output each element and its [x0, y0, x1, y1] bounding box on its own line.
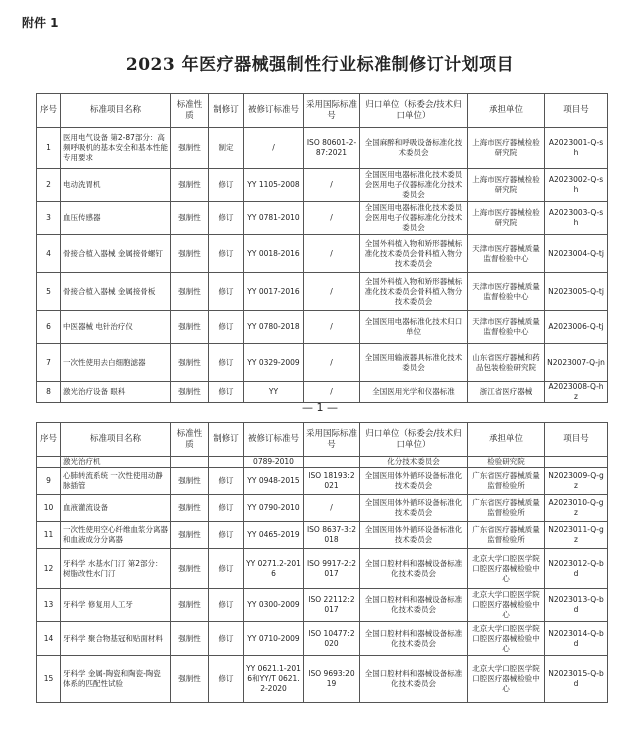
intl-standard-cell: / — [304, 311, 360, 344]
governing-unit-cell: 全国医用体外循环设备标准化技术委员会 — [360, 495, 468, 522]
revised-standard-cell: YY 0948-2015 — [244, 468, 304, 495]
seq-cell: 12 — [37, 549, 61, 589]
seq-cell: 3 — [37, 202, 61, 235]
intl-standard-cell: ISO 80601-2-87:2021 — [304, 128, 360, 169]
project-no-cell: A2023008-Q-hz — [545, 382, 608, 403]
seq-cell: 13 — [37, 589, 61, 622]
seq-cell: 14 — [37, 622, 61, 656]
revision-type-cell: 修订 — [209, 522, 244, 549]
table-row — [37, 382, 608, 403]
revised-standard-cell: YY 0465-2019 — [244, 522, 304, 549]
undertaking-unit-cell: 上海市医疗器械检验研究院 — [468, 169, 545, 202]
undertaking-unit-cell: 上海市医疗器械检验研究院 — [468, 202, 545, 235]
intl-standard-cell: / — [304, 235, 360, 273]
project-no-cell — [545, 457, 608, 468]
revision-type-cell: 修订 — [209, 169, 244, 202]
undertaking-unit-cell: 检验研究院 — [468, 457, 545, 468]
item-name-cell: 电动洗胃机 — [61, 169, 171, 202]
header-seq: 序号 — [37, 423, 61, 457]
project-no-cell: A2023006-Q-tj — [545, 311, 608, 344]
undertaking-unit-cell: 北京大学口腔医学院口腔医疗器械检验中心 — [468, 589, 545, 622]
governing-unit-cell: 全国口腔材料和器械设备标准化技术委员会 — [360, 589, 468, 622]
nature-cell: 强制性 — [171, 128, 209, 169]
project-no-cell: N2023011-Q-gz — [545, 522, 608, 549]
item-name-cell: 牙科学 聚合物基冠和贴面材料 — [61, 622, 171, 656]
nature-cell: 强制性 — [171, 382, 209, 403]
project-no-cell: N2023015-Q-bd — [545, 656, 608, 703]
item-name-cell: 激光治疗机 — [61, 457, 171, 468]
intl-standard-cell — [304, 457, 360, 468]
item-name-cell: 医用电气设备 第2-87部分：高频呼吸机的基本安全和基本性能专用要求 — [61, 128, 171, 169]
table-row — [37, 235, 608, 273]
nature-cell: 强制性 — [171, 495, 209, 522]
project-no-cell: N2023005-Q-tj — [545, 273, 608, 311]
revision-type-cell: 修订 — [209, 549, 244, 589]
nature-cell: 强制性 — [171, 235, 209, 273]
revision-type-cell: 修订 — [209, 344, 244, 382]
table-row — [37, 549, 608, 589]
revised-standard-cell: YY 0710-2009 — [244, 622, 304, 656]
governing-unit-cell: 全国医用体外循环设备标准化技术委员会 — [360, 522, 468, 549]
table-row — [37, 656, 608, 703]
nature-cell: 强制性 — [171, 468, 209, 495]
attachment-label: 附件 1 — [22, 16, 59, 30]
nature-cell: 强制性 — [171, 344, 209, 382]
table-row — [37, 344, 608, 382]
table-row — [37, 495, 608, 522]
governing-unit-cell: 全国口腔材料和器械设备标准化技术委员会 — [360, 622, 468, 656]
revision-type-cell: 修订 — [209, 495, 244, 522]
governing-unit-cell: 全国医用电器标准化技术归口单位 — [360, 311, 468, 344]
project-no-cell: N2023014-Q-bd — [545, 622, 608, 656]
governing-unit-cell: 全国外科植入物和矫形器械标准化技术委员会骨科植入物分技术委员会 — [360, 235, 468, 273]
undertaking-unit-cell: 天津市医疗器械质量监督检验中心 — [468, 235, 545, 273]
revision-type-cell: 修订 — [209, 311, 244, 344]
item-name-cell: 一次性使用去白细胞滤器 — [61, 344, 171, 382]
revised-standard-cell: YY 0790-2010 — [244, 495, 304, 522]
undertaking-unit-cell: 广东省医疗器械质量监督检验所 — [468, 495, 545, 522]
undertaking-unit-cell: 上海市医疗器械检验研究院 — [468, 128, 545, 169]
seq-cell: 6 — [37, 311, 61, 344]
nature-cell: 强制性 — [171, 202, 209, 235]
nature-cell: 强制性 — [171, 622, 209, 656]
table-row — [37, 128, 608, 169]
intl-standard-cell: / — [304, 495, 360, 522]
header-intl-standard: 采用国际标准号 — [304, 423, 360, 457]
project-no-cell: A2023001-Q-sh — [545, 128, 608, 169]
table-row — [37, 169, 608, 202]
table-row — [37, 273, 608, 311]
intl-standard-cell: ISO 18193:2021 — [304, 468, 360, 495]
intl-standard-cell: / — [304, 273, 360, 311]
table-row — [37, 622, 608, 656]
undertaking-unit-cell: 天津市医疗器械质量监督检验中心 — [468, 273, 545, 311]
seq-cell: 8 — [37, 382, 61, 403]
item-name-cell: 血压传感器 — [61, 202, 171, 235]
header-nature: 标准性质 — [171, 423, 209, 457]
nature-cell: 强制性 — [171, 273, 209, 311]
table-row — [37, 311, 608, 344]
governing-unit-cell: 全国口腔材料和器械设备标准化技术委员会 — [360, 656, 468, 703]
seq-cell: 11 — [37, 522, 61, 549]
header-governing-unit: 归口单位（标委会/技术归口单位） — [360, 423, 468, 457]
revision-type-cell: 修订 — [209, 589, 244, 622]
item-name-cell: 一次性使用空心纤维血浆分离器和血液成分分离器 — [61, 522, 171, 549]
header-governing-unit: 归口单位（标委会/技术归口单位） — [360, 94, 468, 128]
project-no-cell: N2023013-Q-bd — [545, 589, 608, 622]
page-number: — 1 — — [302, 401, 338, 414]
intl-standard-cell: ISO 22112:2017 — [304, 589, 360, 622]
header-undertaking-unit: 承担单位 — [468, 423, 545, 457]
table-row — [37, 202, 608, 235]
governing-unit-cell: 全国医用电器标准化技术委员会医用电子仪器标准化分技术委员会 — [360, 202, 468, 235]
intl-standard-cell: ISO 8637-3:2018 — [304, 522, 360, 549]
header-intl-standard: 采用国际标准号 — [304, 94, 360, 128]
revised-standard-cell: YY 0300-2009 — [244, 589, 304, 622]
revised-standard-cell: YY — [244, 382, 304, 403]
item-name-cell: 牙科学 金属-陶瓷和陶瓷-陶瓷体系的匹配性试验 — [61, 656, 171, 703]
project-no-cell: A2023003-Q-sh — [545, 202, 608, 235]
nature-cell — [171, 457, 209, 468]
undertaking-unit-cell: 北京大学口腔医学院口腔医疗器械检验中心 — [468, 622, 545, 656]
seq-cell: 15 — [37, 656, 61, 703]
revised-standard-cell: 0789-2010 — [244, 457, 304, 468]
nature-cell: 强制性 — [171, 656, 209, 703]
header-nature: 标准性质 — [171, 94, 209, 128]
revision-type-cell: 修订 — [209, 382, 244, 403]
header-item-name: 标准项目名称 — [61, 94, 171, 128]
project-no-cell: A2023002-Q-sh — [545, 169, 608, 202]
item-name-cell: 骨接合植入器械 金属接骨板 — [61, 273, 171, 311]
revised-standard-cell: YY 0781-2010 — [244, 202, 304, 235]
header-item-name: 标准项目名称 — [61, 423, 171, 457]
intl-standard-cell: / — [304, 344, 360, 382]
nature-cell: 强制性 — [171, 169, 209, 202]
item-name-cell: 激光治疗设备 眼科 — [61, 382, 171, 403]
item-name-cell: 骨接合植入器械 金属接骨螺钉 — [61, 235, 171, 273]
revised-standard-cell: YY 0017-2016 — [244, 273, 304, 311]
header-seq: 序号 — [37, 94, 61, 128]
project-no-cell: N2023012-Q-bd — [545, 549, 608, 589]
nature-cell: 强制性 — [171, 311, 209, 344]
governing-unit-cell: 全国医用电器标准化技术委员会医用电子仪器标准化分技术委员会 — [360, 169, 468, 202]
header-project-no: 项目号 — [545, 423, 608, 457]
revised-standard-cell: YY 0621.1-2016和YY/T 0621.2-2020 — [244, 656, 304, 703]
undertaking-unit-cell: 天津市医疗器械质量监督检验中心 — [468, 311, 545, 344]
undertaking-unit-cell: 山东省医疗器械和药品包装检验研究院 — [468, 344, 545, 382]
governing-unit-cell: 全国麻醉和呼吸设备标准化技术委员会 — [360, 128, 468, 169]
item-name-cell: 牙科学 修复用人工牙 — [61, 589, 171, 622]
nature-cell: 强制性 — [171, 522, 209, 549]
seq-cell: 9 — [37, 468, 61, 495]
item-name-cell: 血液灌流设备 — [61, 495, 171, 522]
table-header-row — [37, 423, 608, 457]
seq-cell: 4 — [37, 235, 61, 273]
header-project-no: 项目号 — [545, 94, 608, 128]
undertaking-unit-cell: 广东省医疗器械质量监督检验所 — [468, 468, 545, 495]
seq-cell: 5 — [37, 273, 61, 311]
header-revised-standard: 被修订标准号 — [244, 94, 304, 128]
governing-unit-cell: 全国医用光学和仪器标准 — [360, 382, 468, 403]
seq-cell: 1 — [37, 128, 61, 169]
seq-cell: 2 — [37, 169, 61, 202]
table-row — [37, 457, 608, 468]
header-revised-standard: 被修订标准号 — [244, 423, 304, 457]
governing-unit-cell: 全国医用体外循环设备标准化技术委员会 — [360, 468, 468, 495]
table-row — [37, 589, 608, 622]
header-revision-type: 制修订 — [209, 94, 244, 128]
revision-type-cell: 修订 — [209, 273, 244, 311]
intl-standard-cell: ISO 9693:2019 — [304, 656, 360, 703]
undertaking-unit-cell: 北京大学口腔医学院口腔医疗器械检验中心 — [468, 656, 545, 703]
table-row — [37, 522, 608, 549]
standards-table-page-1 — [36, 93, 608, 403]
revision-type-cell: 修订 — [209, 622, 244, 656]
revised-standard-cell: YY 1105-2008 — [244, 169, 304, 202]
nature-cell: 强制性 — [171, 589, 209, 622]
revised-standard-cell: YY 0780-2018 — [244, 311, 304, 344]
revised-standard-cell: YY 0271.2-2016 — [244, 549, 304, 589]
revision-type-cell: 修订 — [209, 235, 244, 273]
item-name-cell: 中医器械 电针治疗仪 — [61, 311, 171, 344]
standards-table-page-2 — [36, 422, 608, 703]
project-no-cell: N2023009-Q-gz — [545, 468, 608, 495]
project-no-cell: N2023004-Q-tj — [545, 235, 608, 273]
revision-type-cell — [209, 457, 244, 468]
seq-cell: 7 — [37, 344, 61, 382]
governing-unit-cell: 化分技术委员会 — [360, 457, 468, 468]
table-header-row — [37, 94, 608, 128]
revised-standard-cell: YY 0018-2016 — [244, 235, 304, 273]
governing-unit-cell: 全国外科植入物和矫形器械标准化技术委员会骨科植入物分技术委员会 — [360, 273, 468, 311]
revised-standard-cell: YY 0329-2009 — [244, 344, 304, 382]
undertaking-unit-cell: 浙江省医疗器械 — [468, 382, 545, 403]
undertaking-unit-cell: 广东省医疗器械质量监督检验所 — [468, 522, 545, 549]
revision-type-cell: 修订 — [209, 202, 244, 235]
governing-unit-cell: 全国口腔材料和器械设备标准化技术委员会 — [360, 549, 468, 589]
nature-cell: 强制性 — [171, 549, 209, 589]
intl-standard-cell: ISO 10477:2020 — [304, 622, 360, 656]
project-no-cell: A2023010-Q-gz — [545, 495, 608, 522]
revision-type-cell: 修订 — [209, 468, 244, 495]
seq-cell: 10 — [37, 495, 61, 522]
undertaking-unit-cell: 北京大学口腔医学院口腔医疗器械检验中心 — [468, 549, 545, 589]
item-name-cell: 牙科学 水基水门汀 第2部分：树脂改性水门汀 — [61, 549, 171, 589]
intl-standard-cell: / — [304, 382, 360, 403]
header-revision-type: 制修订 — [209, 423, 244, 457]
project-no-cell: N2023007-Q-jn — [545, 344, 608, 382]
table-row — [37, 468, 608, 495]
intl-standard-cell: / — [304, 202, 360, 235]
intl-standard-cell: ISO 9917-2:2017 — [304, 549, 360, 589]
intl-standard-cell: / — [304, 169, 360, 202]
governing-unit-cell: 全国医用输液器具标准化技术委员会 — [360, 344, 468, 382]
revised-standard-cell: / — [244, 128, 304, 169]
revision-type-cell: 制定 — [209, 128, 244, 169]
revision-type-cell: 修订 — [209, 656, 244, 703]
document-title: 2023 年医疗器械强制性行业标准制修订计划项目 — [125, 55, 515, 75]
header-undertaking-unit: 承担单位 — [468, 94, 545, 128]
seq-cell — [37, 457, 61, 468]
item-name-cell: 心肺转流系统 一次性使用动静脉插管 — [61, 468, 171, 495]
